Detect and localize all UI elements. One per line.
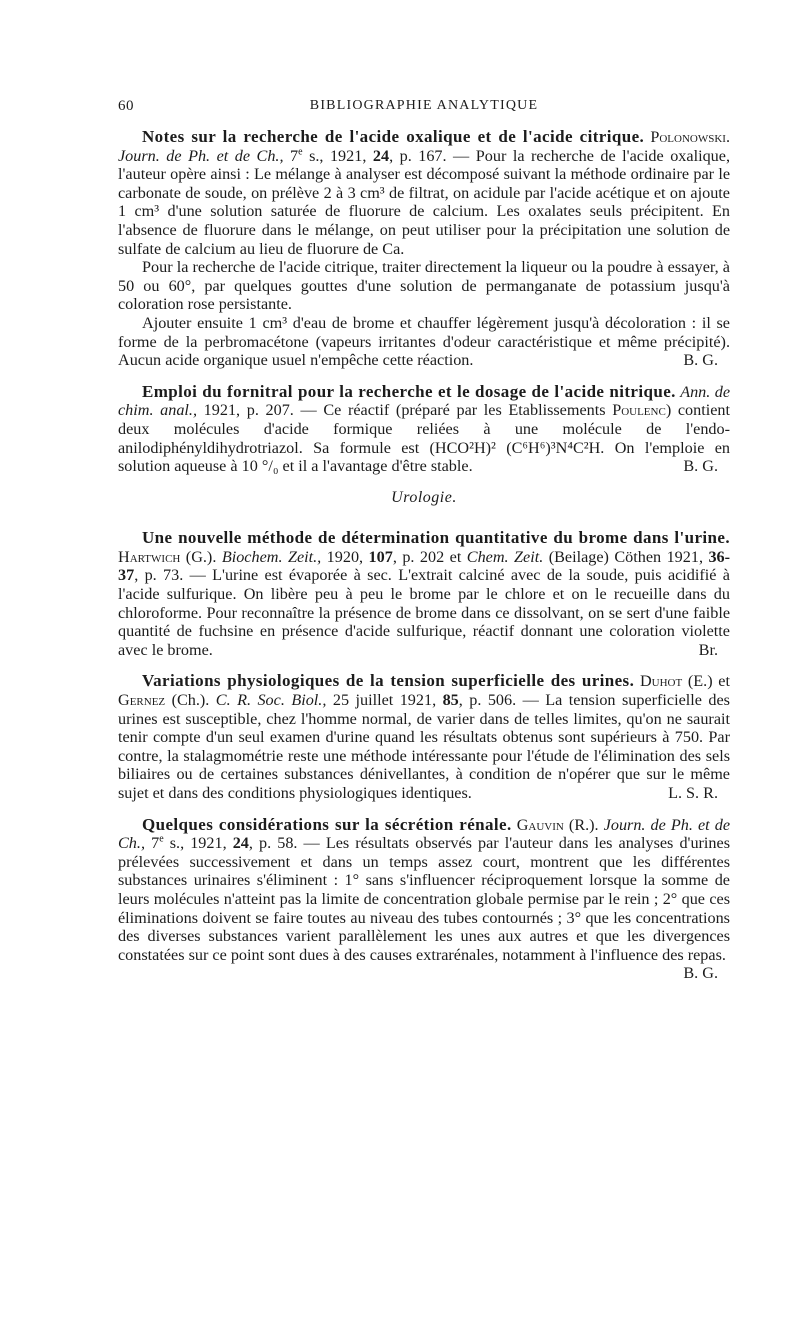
entry-author: Hartwich (G.). bbox=[118, 547, 217, 566]
entry-paragraph bbox=[118, 529, 730, 659]
entry-ref: (Beilage) Cöthen 1921, bbox=[543, 547, 709, 566]
entry-author-initials: (R.). bbox=[563, 815, 604, 834]
article-body bbox=[118, 128, 730, 996]
entry-text: Ce réactif (préparé par les Etablissements bbox=[316, 401, 613, 420]
entry-text: ) contient deux molécules d'acide formique reliées à une molécule de l'endo-anilodiphényldihydrotriazol. Sa formule est (HCO²H)² (C⁶H⁶)³N⁴C²H. On l'emploie en solution aqueuse à 10 °/₀ et il a l'avantage d'être stable. bbox=[118, 401, 730, 476]
entry-secretion bbox=[118, 816, 730, 983]
entry-text: Les résultats observés par l'auteur dans les analyses d'urines prélevées successivement et dans un temps assez court, montrent que les différentes substances urinaires s'éliminent : 1° sans s'influencer réciproquement lorsque la somme de leurs molécules n'atteint pas la limite de concentration globale permise par le rein ; 2° que ces éliminations doivent se faire toutes au niveau des tubes contournés ; 3° que les concentrations des diverses substances varient parallèlement les unes aux autres et que les divergences constatées sur ce point sont dues à des causes extrarénales, notamment à l'influence des repas. bbox=[118, 834, 731, 964]
entry-text: Pour la recherche de l'acide oxalique, l'auteur opère ainsi : Le mélange à analyser est décomposé suivant la méthode ordinaire par le carbonate de soude, on prélève 2 à 3 cm³ de filtrat, on acidule par l'acide acétique et on ajoute 1 cm³ d'une solution saturée de fluorure de calcium. Les oxalates seuls précipitent. En l'absence de fluorure dans le mélange, on peut utiliser pour la précipitation une solution de sulfate de calcium au lieu de fluorure de Ca. bbox=[118, 146, 730, 258]
entry-ref-year: s., 1921, bbox=[302, 146, 373, 165]
page-number: 60 bbox=[118, 98, 134, 114]
entry-paragraph bbox=[118, 672, 730, 802]
entry-journal: Biochem. Zeit., bbox=[221, 547, 322, 566]
entry-signature: B. G. bbox=[683, 457, 718, 476]
entry-journal: Chem. Zeit. bbox=[466, 547, 544, 566]
section-heading: Urologie. bbox=[391, 488, 457, 506]
entry-ref: , p. 506. — bbox=[458, 691, 539, 710]
entry-paragraph bbox=[118, 383, 730, 476]
entry-ref: , p. 202 et bbox=[392, 547, 467, 566]
entry-paragraph bbox=[118, 814, 731, 983]
entry-author: Gauvin bbox=[516, 815, 564, 834]
entry-ref-sup: e bbox=[298, 146, 303, 158]
entry-ref: 1920, bbox=[321, 547, 369, 566]
entry-ref: 25 juillet 1921, bbox=[326, 691, 443, 710]
entry-journal: Ann. de chim. anal., bbox=[118, 382, 731, 420]
entry-author: Polonowski. bbox=[650, 128, 730, 146]
entry-text: L'urine est évaporée à sec. L'extrait calciné avec de la soude, puis acidifié à l'acide sulfurique. On libère peu à peu le brome par le chlore et on le recueille dans du chloroforme. Pour reconnaître la présence de brome dans ce dissolvant, on se sert d'une faible quantité de fuchsine en présence d'acide sulfurique, réactif donnant une coloration violette avec le brome. bbox=[118, 566, 730, 659]
entry-journal: C. R. Soc. Biol., bbox=[215, 691, 327, 710]
entry-title: Emploi du fornitral pour la recherche et le dosage de l'acide nitrique. bbox=[142, 381, 676, 401]
entry-tension bbox=[118, 672, 730, 802]
entry-author: Duhot bbox=[639, 672, 683, 691]
entry-fornitral bbox=[118, 383, 730, 476]
entry-paragraph: Pour la recherche de l'acide citrique, traiter directement la liqueur ou la poudre à essayer, à 50 ou 60°, par quelques gouttes d'une solution de permanganate de potassium jusqu'à coloration rose persistante. bbox=[118, 258, 730, 314]
entry-text: La tension superficielle des urines est susceptible, chez l'homme normal, de varier dans de telles limites, qu'on ne saurait tenir compte d'un seul examen d'urine quand les résultats obtenus sont supérieurs à 750. Par contre, la stalagmométrie reste une méthode intéressante pour l'étude de l'élimination des sels biliaires ou de certaines substances dénivellantes, à condition de n'opérer que sur le même sujet et dans des conditions physiologiques identiques. bbox=[118, 691, 730, 802]
entry-ref-page: , p. 58. — bbox=[248, 834, 320, 853]
entry-paragraph bbox=[118, 314, 730, 370]
entry-author-initials: (Ch.). bbox=[165, 691, 216, 710]
entry-journal: Journ. de Ph. et de Ch., bbox=[118, 146, 284, 165]
entry-title: Une nouvelle méthode de détermination quantitative du brome dans l'urine. bbox=[142, 528, 730, 548]
entry-journal: Journ. de Ph. et de Ch., bbox=[118, 815, 731, 853]
entry-volume: 24 bbox=[232, 834, 249, 853]
entry-brome bbox=[118, 529, 730, 659]
entry-ref-series: 7 bbox=[290, 146, 299, 165]
entry-ref-sup: e bbox=[159, 833, 164, 845]
running-title: BIBLIOGRAPHIE ANALYTIQUE bbox=[309, 98, 539, 113]
entry-ref: , p. 73. — bbox=[134, 566, 206, 585]
entry-title: Quelques considérations sur la sécrétion rénale. bbox=[142, 814, 512, 834]
entry-maker: Poulenc bbox=[612, 401, 666, 420]
entry-author-initials: (E.) et bbox=[682, 672, 730, 691]
entry-volume: 85 bbox=[442, 691, 459, 710]
entry-signature: Br. bbox=[698, 640, 718, 659]
entry-paragraph bbox=[118, 128, 730, 258]
entry-oxalic-citric bbox=[118, 128, 730, 370]
entry-volume: 107 bbox=[368, 547, 393, 566]
entry-title: Variations physiologiques de la tension superficielle des urines. bbox=[142, 671, 635, 691]
entry-volume: 24 bbox=[372, 146, 390, 165]
entry-signature: B. G. bbox=[683, 964, 718, 983]
entry-ref-series: 7 bbox=[145, 834, 160, 853]
entry-text: Ajouter ensuite 1 cm³ d'eau de brome et chauffer légèrement jusqu'à décoloration : il se forme de la perbromacétone (vapeurs irritantes d'odeur caractéristique et même précipité). Aucun acide organique usuel n'empêche cette réaction. bbox=[118, 313, 730, 370]
running-head bbox=[118, 98, 730, 122]
entry-title: Notes sur la recherche de l'acide oxalique et de l'acide citrique. bbox=[142, 127, 645, 146]
entry-author: Gernez bbox=[118, 691, 166, 710]
entry-ref-page: , p. 167. — bbox=[389, 146, 470, 165]
entry-ref-year: s., 1921, bbox=[163, 834, 233, 853]
entry-signature: B. G. bbox=[683, 351, 718, 370]
entry-volume: 36-37 bbox=[118, 547, 731, 585]
entry-ref: 1921, p. 207. — bbox=[197, 401, 317, 420]
entry-signature: L. S. R. bbox=[668, 784, 718, 802]
